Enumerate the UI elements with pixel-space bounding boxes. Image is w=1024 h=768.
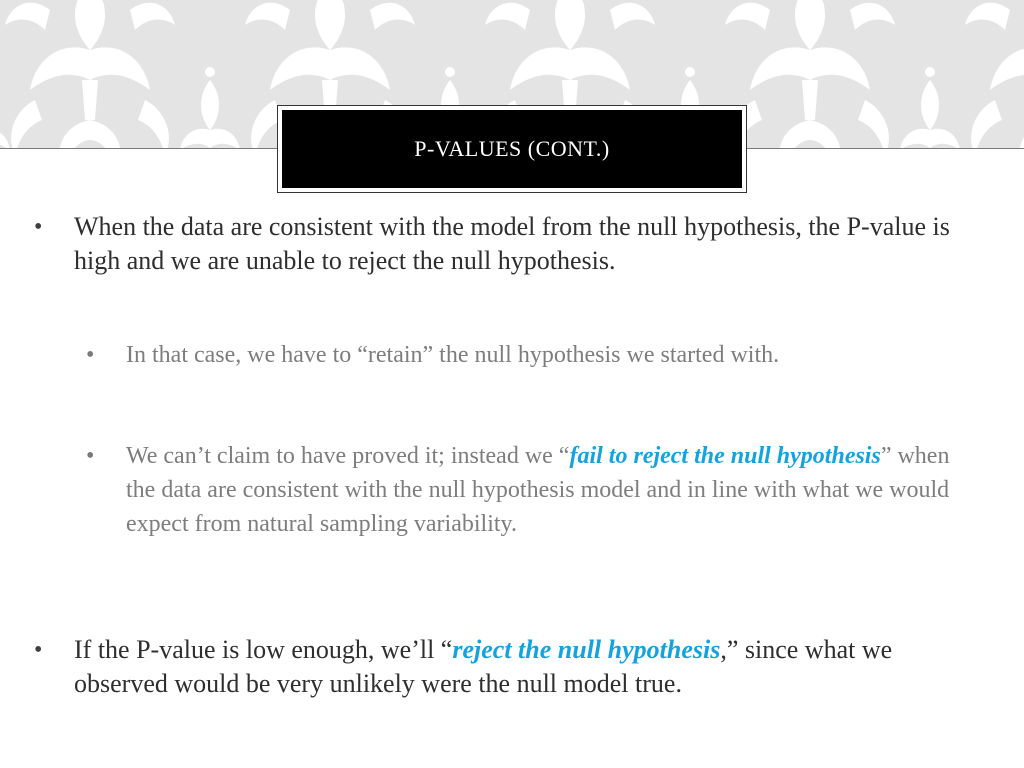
bullet-marker: • xyxy=(34,214,43,240)
text-run-post: ,” since what we observed would be very unlikely were the null model true. xyxy=(74,635,893,698)
bullet-text xyxy=(126,439,956,541)
bullet-marker: • xyxy=(86,342,95,368)
slide-title: P-VALUES (CONT.) xyxy=(414,136,610,161)
text-run-pre: We can’t claim to have proved it; instead we “ xyxy=(126,443,570,469)
text-run-pre: If the P-value is low enough, we’ll “ xyxy=(74,635,453,664)
emphasis-reject: reject the null hypothesis xyxy=(452,635,721,664)
bullet-text: When the data are consistent with the model from the null hypothesis, the P-value is high and we are unable to reject the null hypothesis. xyxy=(74,212,950,275)
text-run-post: ” when the data are consistent with the null hypothesis model and in line with what we would expect from natural sampling variability. xyxy=(126,443,950,537)
bullet-text: In that case, we have to “retain” the null hypothesis we started with. xyxy=(126,342,780,368)
emphasis-fail-to-reject: fail to reject the null hypothesis xyxy=(569,443,881,469)
bullet-marker: • xyxy=(34,637,43,663)
bullet-marker: • xyxy=(86,443,95,469)
bullet-text xyxy=(74,633,974,701)
